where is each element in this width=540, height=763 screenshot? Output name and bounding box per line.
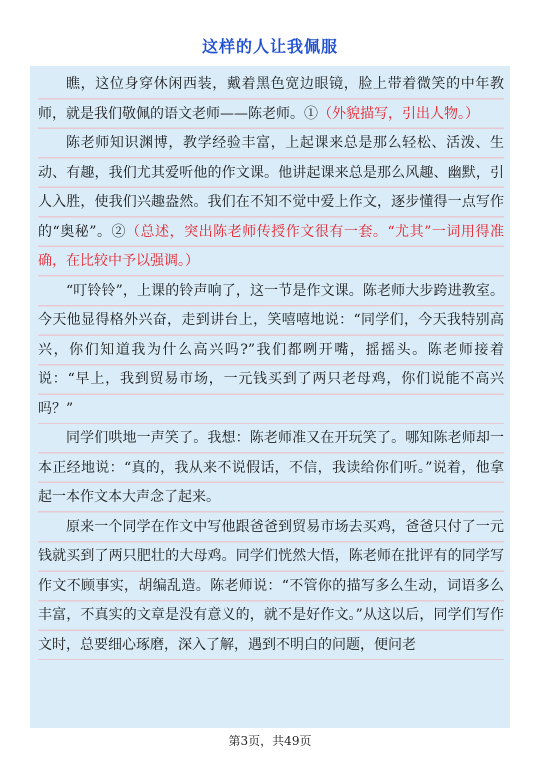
- paragraph-text: 瞧，这位身穿休闲西装，戴着黑色宽边眼镜，脸上带着微笑的中年教师，就是我们敬佩的语文老师——陈老师。①: [38, 76, 504, 122]
- paragraph-text: 原来一个同学在作文中写他跟爸爸到贸易市场去买鸡，爸爸只付了一元钱就买到了两只肥壮的大母鸡。同学们恍然大悟，陈老师在批评有的同学写作文不顾事实，胡编乱造。陈老师说：“不管你的描写多么生动，词语多么丰富，不真实的文章是没有意义的，就不是好作文。”从这以后，同学们写作文时，总要细心琢磨，深入了解，遇到不明白的问题，便问老: [38, 518, 504, 653]
- paragraph-text: 陈老师知识渊博，教学经验丰富，上起课来总是那么轻松、活泼、生动、有趣，我们尤其爱听他的作文课。他讲起课来总是那么风趣、幽默，引人入胜，使我们兴趣盎然。我们在不知不觉中爱上作文，逐步懂得一点写作的“奥秘”。②: [38, 135, 504, 240]
- paragraph-text: “叮铃铃”，上课的铃声响了，这一节是作文课。陈老师大步跨进教室。今天他显得格外兴奋，走到讲台上，笑嘻嘻地说：“同学们，今天我特别高兴，你们知道我为什么高兴吗?”我们都咧开嘴，摇摇头。陈老师接着说：“早上，我到贸易市场，一元钱买到了两只老母鸡，你们说能不高兴吗？”: [38, 282, 504, 417]
- page-number-footer: 第3页，共49页: [228, 734, 312, 748]
- article-body: [30, 66, 510, 728]
- document-title: 这样的人让我佩服: [201, 37, 338, 56]
- paragraph-text: 同学们哄地一声笑了。我想：陈老师准又在开玩笑了。哪知陈老师却一本正经地说：“真的，我从来不说假话，不信，我读给你们听。”说着，他拿起一本作文本大声念了起来。: [38, 430, 504, 505]
- paragraph-3: [38, 277, 504, 425]
- paragraph-5: [38, 513, 504, 661]
- paragraph-4: [38, 424, 504, 513]
- paragraph-1: [38, 70, 504, 129]
- annotation-note: （外貌描写，引出人物。）: [318, 105, 479, 122]
- annotation-note: （总述，突出陈老师传授作文很有一套。“尤其”一词用得准确，在比较中予以强调。）: [38, 223, 504, 269]
- paragraph-2: [38, 129, 504, 277]
